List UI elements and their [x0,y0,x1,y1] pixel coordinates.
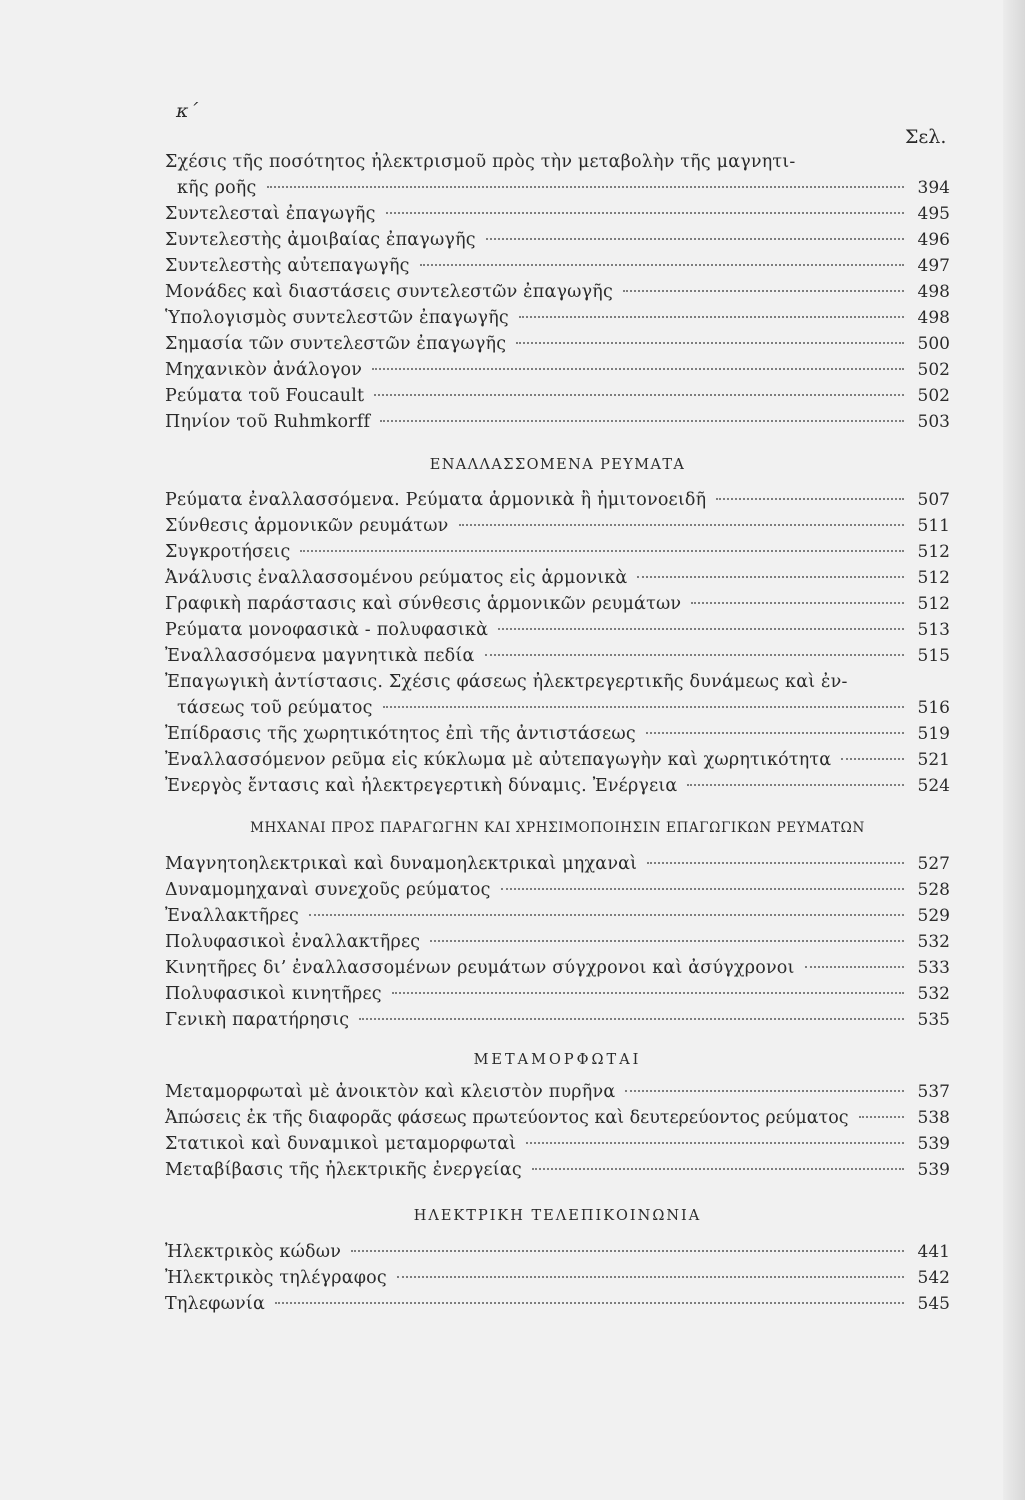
toc-entry-page: 532 [917,984,950,1004]
toc-entry-page: 542 [917,1268,950,1288]
toc-entry [165,540,950,564]
toc-entry-page: 500 [917,334,950,354]
toc-entry-page: 498 [917,282,950,302]
toc-entry-title: Ρεύματα τοῦ Foucault [165,386,365,406]
toc-entry-page: 539 [917,1160,950,1180]
leader-dots [841,758,904,760]
leader-dots [397,1276,904,1278]
toc-entry-page: 496 [917,230,950,250]
toc-entry-page: 532 [917,932,950,952]
toc-entry [165,1266,950,1290]
toc-entry-title: Σημασία τῶν συντελεστῶν ἐπαγωγῆς [165,334,507,354]
toc-entry [165,644,950,668]
toc-entry-page: 533 [917,958,950,978]
leader-dots [420,264,904,266]
toc-entry [165,150,950,174]
toc-entry-title: Ὑπολογισμὸς συντελεστῶν ἐπαγωγῆς [165,308,509,328]
toc-entry-title: Γενικὴ παρατήρησις [165,1010,350,1030]
leader-dots [275,1302,904,1304]
leader-dots [359,1018,904,1020]
leader-dots [351,1250,904,1252]
leader-dots [309,914,904,916]
leader-dots [687,784,904,786]
toc-entry [165,1240,950,1264]
section-heading: ΕΝΑΛΛΑΣΣΟΜΕΝΑ ΡΕΥΜΑΤΑ [429,457,686,473]
toc-entry-page: 497 [917,256,950,276]
toc-entry [165,982,950,1006]
toc-entry-page: 502 [917,360,950,380]
page-edge [1003,0,1025,1500]
leader-dots [380,420,904,422]
toc-entry-page: 537 [917,1082,950,1102]
toc-entry-page: 394 [917,178,950,198]
leader-dots [532,1168,904,1170]
toc-entry [165,280,950,304]
toc-entry-title: Ἐναλλακτῆρες [165,906,300,926]
leader-dots [300,550,904,552]
toc-entry-page: 538 [917,1108,950,1128]
leader-dots [486,238,904,240]
toc-entry [165,488,950,512]
toc-entry [165,384,950,408]
toc-entry-title: Γραφικὴ παράστασις καὶ σύνθεσις ἁρμονικῶν ρευμάτων [165,594,682,614]
toc-entry-title: Μονάδες καὶ διαστάσεις συντελεστῶν ἐπαγωγῆς [165,282,613,302]
toc-entry-page: 528 [917,880,950,900]
leader-dots [392,992,904,994]
toc-entry-title: Κινητῆρες δι’ ἐναλλασσομένων ρευμάτων σύγχρονοι καὶ ἀσύγχρονοι [165,958,795,978]
leader-dots [516,342,904,344]
toc-entry-page: 507 [917,490,950,510]
toc-entry-page: 512 [917,594,950,614]
toc-entry [165,670,950,694]
toc-entry [165,930,950,954]
toc-entry [165,358,950,382]
toc-entry [165,774,950,798]
toc-entry-title: Ἐναλλασσόμενα μαγνητικὰ πεδία [165,646,475,666]
toc-entry-page: 511 [917,516,950,536]
toc-entry-page: 498 [917,308,950,328]
leader-dots [374,394,904,396]
leader-dots [637,576,904,578]
section-heading: ΜΗΧΑΝΑΙ ΠΡΟΣ ΠΑΡΑΓΩΓΗΝ ΚΑΙ ΧΡΗΣΙΜΟΠΟΙΗΣΙΝ ΕΠΑΓΩΓΙΚΩΝ ΡΕΥΜΑΤΩΝ [250,820,865,836]
toc-entry-page: 495 [917,204,950,224]
toc-entry-page: 502 [917,386,950,406]
toc-entry [165,904,950,928]
toc-entry [165,1106,950,1130]
toc-entry-page: 441 [917,1242,950,1262]
toc-entry-title: Σχέσις τῆς ποσότητος ἠλεκτρισμοῦ πρὸς τὴν μεταβολὴν τῆς μαγνητι- [165,152,796,172]
toc-entry [165,722,950,746]
toc-entry [165,592,950,616]
leader-dots [485,654,905,656]
toc-entry [165,1132,950,1156]
toc-entry-title: Ἠλεκτρικὸς κώδων [165,1242,342,1262]
leader-dots [859,1116,904,1118]
toc-entry-title: Σύνθεσις ἁρμονικῶν ρευμάτων [165,516,449,536]
toc-entry [165,176,950,200]
toc-entry-title: Τηλεφωνία [165,1294,265,1314]
toc-entry [165,852,950,876]
toc-entry-title: Μηχανικὸν ἀνάλογον [165,360,363,380]
leader-dots [623,290,904,292]
toc-entry [165,202,950,226]
toc-entry-title: Ρεύματα ἐναλλασσόμενα. Ρεύματα ἁρμονικὰ ἢ ἡμιτονοειδῆ [165,490,707,510]
leader-dots [526,1142,904,1144]
leader-dots [519,316,904,318]
toc-entry-title: Δυναμομηχαναὶ συνεχοῦς ρεύματος [165,880,491,900]
toc-entry-title: Μαγνητοηλεκτρικαὶ καὶ δυναμοηλεκτρικαὶ μηχαναὶ [165,854,638,874]
toc-entry [165,332,950,356]
leader-dots [501,888,904,890]
toc-entry [165,566,950,590]
toc-entry-page: 512 [917,568,950,588]
toc-entry-page: 545 [917,1294,950,1314]
toc-entry-page: 524 [917,776,950,796]
toc-entry [165,1292,950,1316]
toc-entry-title: Στατικοὶ καὶ δυναμικοὶ μεταμορφωταὶ [165,1134,517,1154]
section-heading: ΗΛΕΚΤΡΙΚΗ ΤΕΛΕΠΙΚΟΙΝΩΝΙΑ [413,1208,702,1224]
toc-entry-page: 519 [917,724,950,744]
leader-dots [805,966,904,968]
toc-entry [165,410,950,434]
toc-entry-title: Συντελεστὴς αὐτεπαγωγῆς [165,256,410,276]
leader-dots [716,498,904,500]
toc-entry-title: Πολυφασικοὶ ἐναλλακτῆρες [165,932,421,952]
leader-dots [691,602,904,604]
toc-entry-title: Ρεύματα μονοφασικὰ - πολυφασικὰ [165,620,489,640]
leader-dots [459,524,904,526]
toc-entry-title: Ἐναλλασσόμενον ρεῦμα εἰς κύκλωμα μὲ αὐτεπαγωγὴν καὶ χωρητικότητα [165,750,832,770]
page-numeral: κ΄ [176,100,198,122]
toc-entry [165,748,950,772]
leader-dots [383,706,904,708]
toc-entry-page: 527 [917,854,950,874]
toc-entry [165,1008,950,1032]
toc-entry-title: Συγκροτήσεις [165,542,291,562]
toc-entry-page: 539 [917,1134,950,1154]
toc-entry [165,306,950,330]
toc-entry [165,1080,950,1104]
toc-entry [165,878,950,902]
toc-entry-title: Συντελεσταὶ ἐπαγωγῆς [165,204,376,224]
toc-entry-title: Ἐπίδρασις τῆς χωρητικότητος ἐπὶ τῆς ἀντιστάσεως [165,724,636,744]
toc-entry-page: 535 [917,1010,950,1030]
leader-dots [430,940,904,942]
toc-entry [165,696,950,720]
toc-entry-title: κῆς ροῆς [177,178,257,198]
page-column-label: Σελ. [905,126,947,148]
toc-entry-title: Πολυφασικοὶ κινητῆρες [165,984,382,1004]
toc-entry [165,254,950,278]
toc-entry [165,1158,950,1182]
toc-entry [165,228,950,252]
toc-entry-title: Μεταβίβασις τῆς ἠλεκτρικῆς ἐνεργείας [165,1160,522,1180]
toc-entry-page: 516 [917,698,950,718]
toc-entry-title: Ἐνεργὸς ἔντασις καὶ ἠλεκτρεγερτικὴ δύναμις. Ἐνέργεια [165,776,678,796]
toc-entry-title: τάσεως τοῦ ρεύματος [177,698,373,718]
toc-entry-title: Ἀπώσεις ἐκ τῆς διαφορᾶς φάσεως πρωτεύοντος καὶ δευτερεύοντος ρεύματος [165,1108,849,1128]
leader-dots [647,862,904,864]
toc-entry-page: 512 [917,542,950,562]
leader-dots [267,186,905,188]
toc-entry [165,956,950,980]
toc-entry [165,618,950,642]
toc-entry-page: 513 [917,620,950,640]
leader-dots [498,628,904,630]
leader-dots [646,732,904,734]
toc-entry-page: 521 [917,750,950,770]
toc-entry-page: 529 [917,906,950,926]
toc-entry-page: 503 [917,412,950,432]
leader-dots [625,1090,904,1092]
toc-entry-title: Ἀνάλυσις ἐναλλασσομένου ρεύματος εἰς ἁρμονικὰ [165,568,628,588]
toc-entry-page: 515 [917,646,950,666]
toc-entry-title: Συντελεστὴς ἀμοιβαίας ἐπαγωγῆς [165,230,476,250]
toc-entry-title: Ἐπαγωγικὴ ἀντίστασις. Σχέσις φάσεως ἠλεκτρεγερτικῆς δυνάμεως καὶ ἐν- [165,672,848,692]
toc-entry-title: Ἠλεκτρικὸς τηλέγραφος [165,1268,387,1288]
toc-entry-title: Πηνίον τοῦ Ruhmkorff [165,412,371,432]
section-heading: ΜΕΤΑΜΟΡΦΩΤΑΙ [473,1052,642,1068]
toc-entry [165,514,950,538]
toc-entry-title: Μεταμορφωταὶ μὲ ἀνοικτὸν καὶ κλειστὸν πυρῆνα [165,1082,616,1102]
leader-dots [372,368,904,370]
leader-dots [386,212,904,214]
